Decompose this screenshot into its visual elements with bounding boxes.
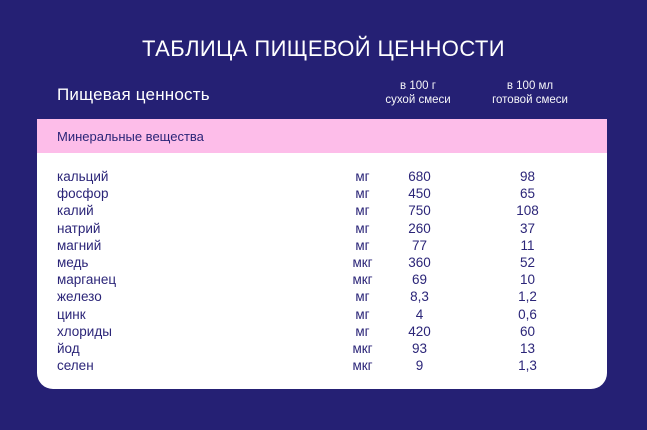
mineral-unit: мг: [355, 237, 370, 253]
mineral-unit: мкг: [352, 358, 373, 374]
mineral-name: медь: [57, 255, 89, 271]
minerals-table: [37, 153, 607, 374]
value-per-100g: 4: [415, 306, 424, 322]
value-per-100ml: 98: [519, 169, 536, 185]
value-per-100g: 450: [408, 186, 431, 202]
table-row: [57, 271, 607, 288]
table-caption: Пищевая ценность: [57, 85, 210, 104]
mineral-name: кальций: [57, 169, 109, 185]
value-per-100ml: 60: [519, 323, 536, 339]
page-title: ТАБЛИЦА ПИЩЕВОЙ ЦЕННОСТИ: [142, 36, 505, 61]
mineral-unit: мг: [355, 306, 370, 322]
column-header-per-100g-dry: [385, 79, 450, 107]
mineral-unit: мг: [355, 289, 370, 305]
table-row: [57, 357, 607, 374]
table-row: [57, 185, 607, 202]
column-header-per-100ml-ready-line1: в 100 мл: [506, 80, 554, 92]
table-row: [57, 288, 607, 305]
mineral-name: йод: [57, 340, 80, 356]
value-per-100ml: 1,3: [518, 358, 537, 374]
table-row: [57, 306, 607, 323]
mineral-name: цинк: [57, 306, 86, 322]
value-per-100ml: 11: [520, 237, 535, 253]
mineral-unit: мкг: [352, 340, 373, 356]
value-per-100g: 360: [408, 255, 431, 271]
column-header-per-100g-dry-line2: сухой смеси: [385, 94, 451, 106]
table-row: [57, 202, 607, 219]
mineral-name: фосфор: [57, 186, 109, 202]
value-per-100g: 8,3: [410, 289, 429, 305]
value-per-100ml: 108: [516, 203, 539, 219]
table-row: [57, 220, 607, 237]
value-per-100ml: 37: [519, 220, 536, 236]
mineral-name: хлориды: [57, 323, 112, 339]
value-per-100g: 77: [411, 237, 428, 253]
mineral-unit: мкг: [352, 255, 373, 271]
value-per-100g: 420: [408, 323, 431, 339]
column-header-per-100ml-ready-line2: готовой смеси: [492, 94, 568, 106]
value-per-100g: 93: [411, 340, 428, 356]
mineral-unit: мг: [355, 220, 370, 236]
value-per-100g: 69: [411, 272, 428, 288]
nutrition-card: [37, 119, 607, 389]
section-header-minerals: [37, 119, 607, 153]
value-per-100g: 9: [415, 358, 424, 374]
mineral-name: железо: [57, 289, 102, 305]
table-row: [57, 237, 607, 254]
mineral-unit: мг: [355, 186, 370, 202]
value-per-100g: 260: [408, 220, 431, 236]
value-per-100ml: 65: [519, 186, 536, 202]
table-row: [57, 340, 607, 357]
table-row: [57, 168, 607, 185]
mineral-name: натрий: [57, 220, 101, 236]
mineral-unit: мг: [355, 323, 370, 339]
value-per-100g: 680: [408, 169, 431, 185]
mineral-unit: мг: [355, 169, 370, 185]
mineral-name: селен: [57, 358, 94, 374]
mineral-unit: мкг: [352, 272, 373, 288]
value-per-100ml: 10: [519, 272, 536, 288]
value-per-100ml: 0,6: [518, 306, 537, 322]
mineral-unit: мг: [355, 203, 370, 219]
mineral-name: магний: [57, 237, 102, 253]
value-per-100g: 750: [408, 203, 431, 219]
table-row: [57, 323, 607, 340]
value-per-100ml: 1,2: [518, 289, 537, 305]
mineral-name: марганец: [57, 272, 117, 288]
value-per-100ml: 13: [519, 340, 536, 356]
column-header-per-100g-dry-line1: в 100 г: [400, 80, 436, 92]
mineral-name: калий: [57, 203, 94, 219]
table-row: [57, 254, 607, 271]
value-per-100ml: 52: [519, 255, 536, 271]
column-header-per-100ml-ready: [492, 79, 568, 107]
section-title: Минеральные вещества: [57, 128, 204, 144]
